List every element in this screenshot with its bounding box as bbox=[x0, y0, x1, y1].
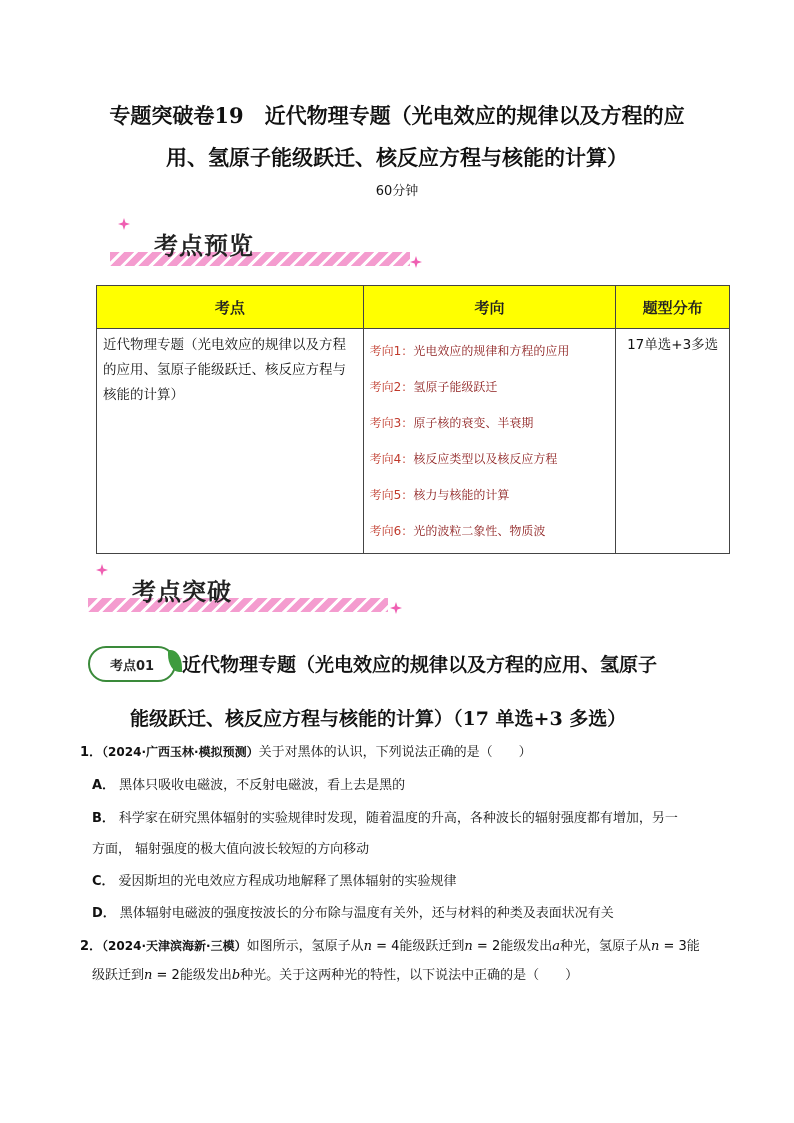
cell-point: 近代物理专题（光电效应的规律以及方程的应用、氢原子能级跃迁、核反应方程与核能的计算） bbox=[97, 329, 364, 554]
question-2: 2．（2024·天津滨海新·三模）如图所示，氢原子从n = 4能级跃迁到n = 2能级发出a种光，氢原子从n = 3能 bbox=[80, 939, 700, 954]
header-direction: 考向 bbox=[363, 286, 616, 329]
option-a: A． 黑体只吸收电磁波，不反射电磁波，看上去是黑的 bbox=[92, 778, 406, 793]
exam-duration: 60分钟 bbox=[375, 184, 419, 199]
list-item: 考向4：核反应类型以及核反应方程 bbox=[369, 452, 558, 466]
option-c: C． 爱因斯坦的光电效应方程成功地解释了黑体辐射的实验规律 bbox=[92, 874, 457, 889]
section-title-preview: 考点预览 bbox=[154, 232, 254, 260]
cell-type-dist: 17单选+3多选 bbox=[616, 329, 730, 554]
list-item: 考向1：光电效应的规律和方程的应用 bbox=[369, 344, 570, 358]
option-b: B． 科学家在研究黑体辐射的实验规律时发现，随着温度的升高，各种波长的辐射强度都有增加，另一 bbox=[92, 811, 678, 826]
page-title-line1: 专题突破卷19 近代物理专题（光电效应的规律以及方程的应 bbox=[109, 103, 685, 128]
page-title-line2: 用、氢原子能级跃迁、核反应方程与核能的计算） bbox=[166, 145, 628, 170]
header-type: 题型分布 bbox=[616, 286, 730, 329]
section-title-breakthrough: 考点突破 bbox=[132, 578, 232, 606]
section-banner-preview bbox=[110, 226, 430, 276]
question-number: 2． bbox=[80, 939, 103, 954]
question-2-line2: 级跃迁到n = 2能级发出b种光。关于这两种光的特性，以下说法中正确的是（ ） bbox=[92, 968, 579, 983]
table-row bbox=[97, 329, 730, 554]
option-d: D． 黑体辐射电磁波的强度按波长的分布除与温度有关外，还与材料的种类及表面状况有关 bbox=[92, 906, 614, 921]
section-banner-breakthrough bbox=[88, 572, 408, 622]
kaodian-title-line2: 能级跃迁、核反应方程与核能的计算）（17 单选+3 多选） bbox=[130, 708, 627, 730]
header-point: 考点 bbox=[97, 286, 364, 329]
table-header-row bbox=[97, 286, 730, 329]
list-item: 考向3：原子核的衰变、半衰期 bbox=[369, 416, 534, 430]
kaodian-title-line1: 近代物理专题（光电效应的规律以及方程的应用、氢原子 bbox=[182, 654, 658, 676]
overview-table bbox=[96, 285, 730, 554]
option-b-continued: 方面， 辐射强度的极大值向波长较短的方向移动 bbox=[92, 842, 370, 857]
kaodian-badge: 考点01 bbox=[88, 646, 176, 682]
list-item: 考向2：氢原子能级跃迁 bbox=[369, 380, 498, 394]
question-stem: 关于对黑体的认识，下列说法正确的是（ ） bbox=[258, 745, 532, 760]
question-source: （2024·广西玉林·模拟预测） bbox=[102, 745, 259, 759]
question-1 bbox=[80, 742, 730, 763]
question-source: （2024·天津滨海新·三模） bbox=[102, 939, 247, 953]
list-item: 考向5：核力与核能的计算 bbox=[369, 488, 510, 502]
cell-directions bbox=[363, 329, 616, 554]
list-item: 考向6：光的波粒二象性、物质波 bbox=[369, 524, 546, 538]
question-number: 1． bbox=[80, 745, 103, 760]
